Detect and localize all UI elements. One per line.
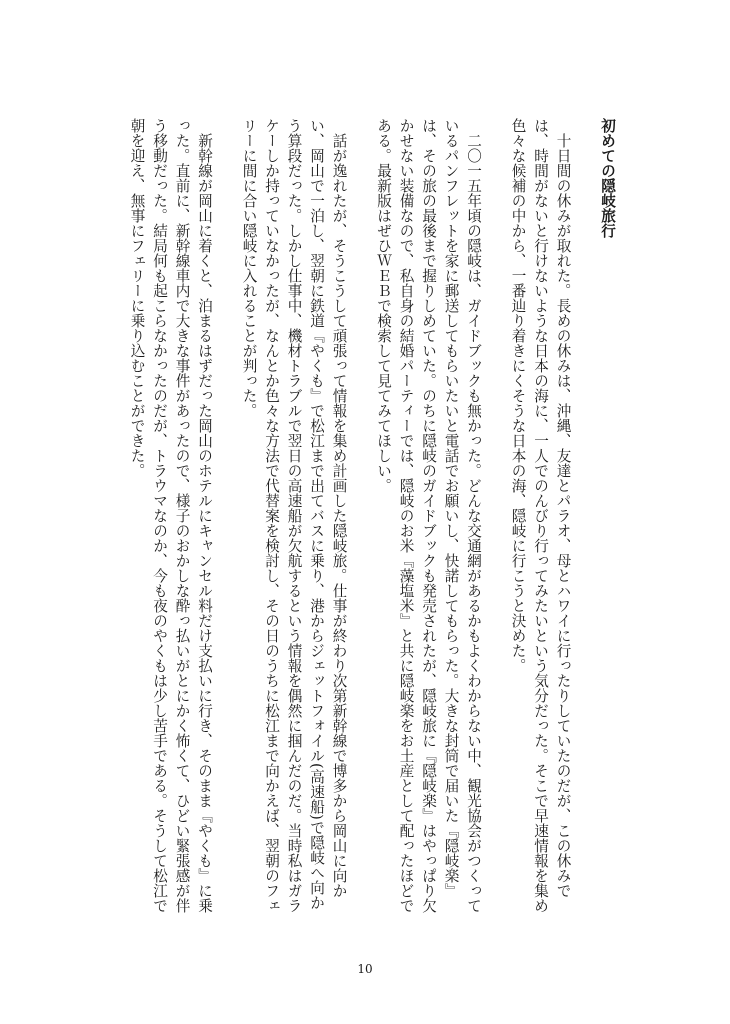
paragraph-spacer <box>350 118 372 918</box>
paragraph-spacer <box>484 118 506 918</box>
paragraph-2: 二〇一五年頃の隠岐は、ガイドブックも無かった。どんな交通網があるかもよくわからない中、観光協会がつくっているパンフレットを家に郵送してもらいたいと電話でお願いし、快諾してもらった。大きな封筒で届いた『隠岐楽』は、その旅の最後まで握りしめていた。のちに隠岐のガイドブックも発売されたが、隠岐旅に『隠岐楽』はやっぱり欠かせない装備なので、私自身の結婚パーティーでは、隠岐のお米『藻塩米』と共に隠岐楽をお土産として配ったほどである。最新版はぜひＷＥＢで検索して見てみてほしい。 <box>375 118 482 913</box>
chapter-title: 初めての隠岐旅行 <box>599 118 616 238</box>
vertical-text-body <box>125 118 618 918</box>
title-spacer <box>574 118 596 918</box>
paragraph-3: 話が逸れたが、そうこうして頑張って情報を集め計画した隠岐旅。仕事が終わり次第新幹線で博多から岡山に向かい、岡山で一泊し、翌朝に鉄道『やくも』で松江まで出てバスに乗り、港からジェットフォイル(高速船)で隠岐へ向かう算段だった。しかし仕事中、機材トラブルで翌日の高速船が欠航するという情報を偶然に掴んだのだ。当時私はガラケーしか持っていなかったが、なんとか色々な方法で代替案を検討し、その日のうちに松江まで向かえば、翌朝のフェリーに間に合い隠岐に入れることが判った。 <box>240 118 348 913</box>
page-number: 10 <box>357 962 373 976</box>
paragraph-4: 新幹線が岡山に着くと、泊まるはずだった岡山のホテルにキャンセル料だけ支払いに行き、そのまま『やくも』に乗った。直前に、新幹線車内で大きな事件があったので、様子のおかしな酔っ払いがとにかく怖くて、ひどい緊張感が伴う移動だった。結局何も起こらなかったのだが、トラウマなのか、今も夜のやくもは少し苦手である。そうして松江で朝を迎え、無事にフェリーに乗り込むことができた。 <box>128 118 213 913</box>
paragraph-1: 十日間の休みが取れた。長めの休みは、沖縄、友達とパラオ、母とハワイに行ったりしていたのだが、この休みでは、時間がないと行けないような日本の海に、一人でのんびり行ってみたいという気分だった。そこで早速情報を集め色々な候補の中から、一番辿り着きにくそうな日本の海、隠岐に行こうと決めた。 <box>509 118 572 913</box>
paragraph-spacer <box>215 118 237 918</box>
